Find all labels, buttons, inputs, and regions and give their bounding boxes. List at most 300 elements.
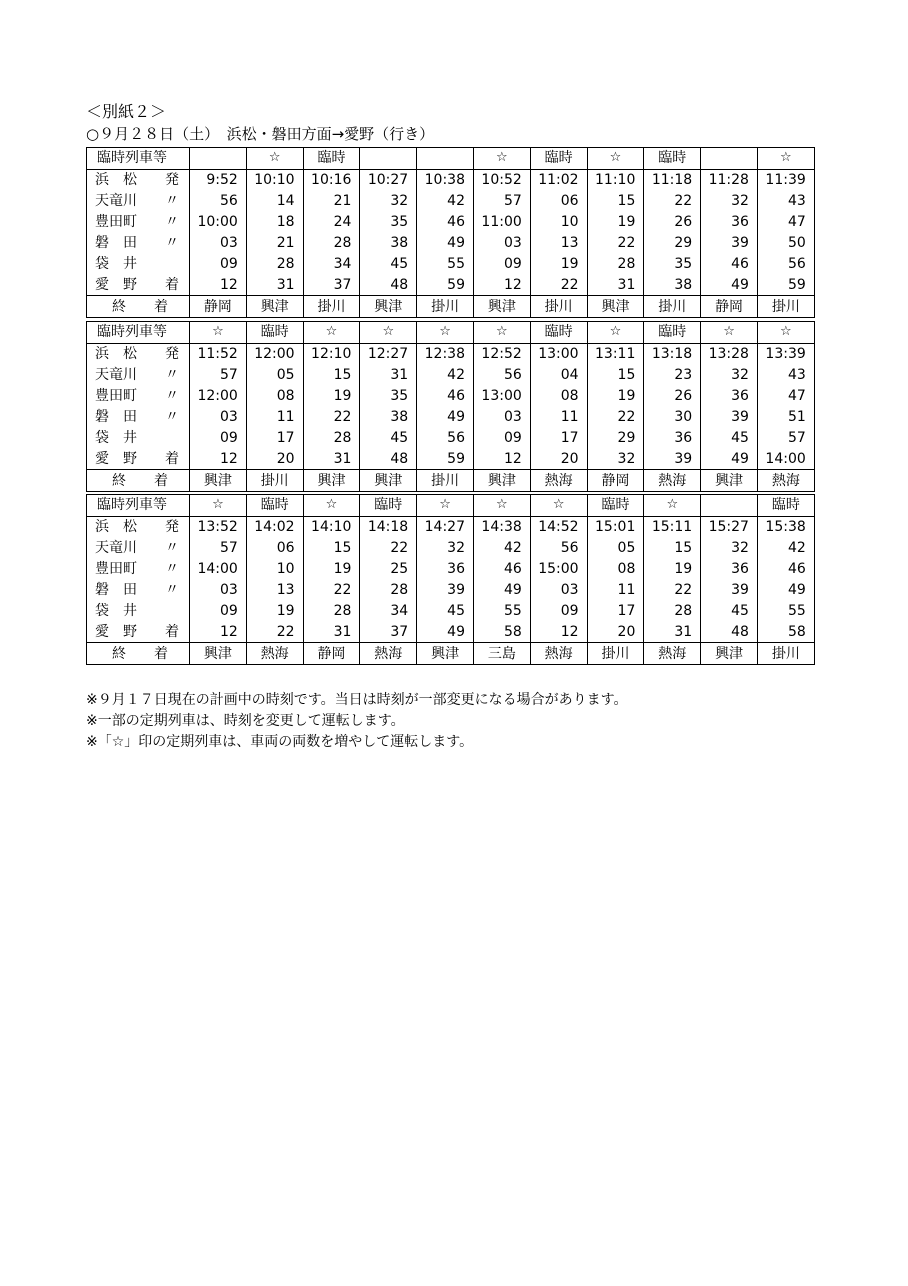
time-cell: 36	[644, 427, 701, 448]
time-cell: 36	[417, 559, 474, 580]
time-cell: 08	[587, 559, 644, 580]
train-type-cell: ☆	[644, 495, 701, 517]
station-name: 浜 松	[95, 346, 137, 363]
time-cell: 22	[303, 580, 360, 601]
destination-cell: 掛川	[644, 296, 701, 318]
time-cell: 11	[587, 580, 644, 601]
time-cell: 15	[303, 365, 360, 386]
station-suffix: 〃	[165, 540, 179, 557]
time-cell: 12	[190, 274, 247, 295]
station-label	[87, 427, 190, 448]
time-cell: 14:38	[473, 516, 530, 537]
time-cell: 57	[473, 191, 530, 212]
station-label	[87, 538, 190, 559]
time-cell: 14	[246, 191, 303, 212]
time-cell: 49	[417, 233, 474, 254]
time-cell: 22	[644, 580, 701, 601]
time-cell: 13:39	[757, 343, 814, 364]
train-type-row	[87, 322, 815, 344]
train-type-cell	[701, 148, 758, 170]
time-cell: 19	[303, 559, 360, 580]
time-cell: 17	[587, 600, 644, 621]
timetable-block	[86, 321, 815, 492]
page-header-subtitle: ○９月２８日（土） 浜松・磐田方面→愛野（行き）	[86, 125, 435, 143]
destination-cell: 熱海	[246, 643, 303, 665]
destination-cell: 掛川	[417, 296, 474, 318]
time-cell: 45	[701, 600, 758, 621]
time-cell: 14:00	[190, 559, 247, 580]
time-cell: 14:27	[417, 516, 474, 537]
station-label	[87, 407, 190, 428]
station-row	[87, 559, 815, 580]
time-cell: 22	[587, 233, 644, 254]
station-row	[87, 407, 815, 428]
station-label	[87, 233, 190, 254]
time-cell: 05	[246, 365, 303, 386]
station-name: 磐 田	[95, 582, 137, 598]
station-label	[87, 580, 190, 601]
train-type-cell: ☆	[360, 322, 417, 344]
destination-cell: 熱海	[644, 470, 701, 492]
time-cell: 56	[757, 253, 814, 274]
train-type-cell: ☆	[303, 495, 360, 517]
station-name: 天竜川	[95, 367, 137, 384]
time-cell: 56	[473, 365, 530, 386]
station-row	[87, 233, 815, 254]
station-label	[87, 365, 190, 386]
time-cell: 10:27	[360, 169, 417, 190]
time-cell: 29	[587, 427, 644, 448]
time-cell: 36	[701, 386, 758, 407]
time-cell: 28	[644, 600, 701, 621]
time-cell: 11:10	[587, 169, 644, 190]
time-cell: 46	[701, 253, 758, 274]
time-cell: 45	[417, 600, 474, 621]
station-suffix: 〃	[165, 235, 179, 251]
destination-label: 終 着	[87, 470, 190, 492]
station-label	[87, 274, 190, 295]
time-cell: 11:02	[530, 169, 587, 190]
station-row	[87, 169, 815, 190]
station-row	[87, 448, 815, 469]
time-cell: 56	[530, 538, 587, 559]
time-cell: 22	[530, 274, 587, 295]
time-cell: 15	[303, 538, 360, 559]
station-label	[87, 516, 190, 537]
destination-label: 終 着	[87, 643, 190, 665]
time-cell: 26	[644, 386, 701, 407]
time-cell: 28	[587, 253, 644, 274]
time-cell: 15:27	[701, 516, 758, 537]
time-cell: 10:38	[417, 169, 474, 190]
station-row	[87, 538, 815, 559]
time-cell: 31	[587, 274, 644, 295]
time-cell: 31	[246, 274, 303, 295]
time-cell: 31	[303, 448, 360, 469]
time-cell: 15:00	[530, 559, 587, 580]
time-cell: 03	[530, 580, 587, 601]
station-name: 豊田町	[95, 388, 137, 405]
time-cell: 32	[701, 365, 758, 386]
train-type-label: 臨時列車等	[87, 148, 190, 170]
time-cell: 08	[530, 386, 587, 407]
time-cell: 19	[644, 559, 701, 580]
time-cell: 13:18	[644, 343, 701, 364]
time-cell: 49	[473, 580, 530, 601]
time-cell: 35	[644, 253, 701, 274]
station-label	[87, 212, 190, 233]
train-type-cell: 臨時	[757, 495, 814, 517]
station-suffix: 発	[165, 519, 179, 536]
time-cell: 39	[701, 407, 758, 428]
train-type-cell: ☆	[701, 322, 758, 344]
time-cell: 28	[246, 253, 303, 274]
time-cell: 30	[644, 407, 701, 428]
station-label	[87, 253, 190, 274]
time-cell: 19	[587, 212, 644, 233]
time-cell: 04	[530, 365, 587, 386]
time-cell: 20	[587, 621, 644, 642]
station-row	[87, 365, 815, 386]
train-type-cell	[190, 148, 247, 170]
destination-cell: 興津	[190, 643, 247, 665]
time-cell: 26	[644, 212, 701, 233]
train-type-cell: ☆	[473, 495, 530, 517]
time-cell: 12	[190, 621, 247, 642]
train-type-cell: ☆	[587, 148, 644, 170]
train-type-cell: ☆	[246, 148, 303, 170]
note-3: ※「☆」印の定期列車は、車両の両数を増やして運転します。	[86, 734, 474, 750]
time-cell: 11	[246, 407, 303, 428]
time-cell: 34	[360, 600, 417, 621]
time-cell: 06	[530, 191, 587, 212]
station-label	[87, 559, 190, 580]
time-cell: 32	[587, 448, 644, 469]
time-cell: 12	[473, 274, 530, 295]
time-cell: 18	[246, 212, 303, 233]
train-type-cell: ☆	[473, 322, 530, 344]
time-cell: 59	[417, 448, 474, 469]
time-cell: 12	[530, 621, 587, 642]
time-cell: 09	[190, 253, 247, 274]
time-cell: 09	[473, 253, 530, 274]
time-cell: 03	[190, 580, 247, 601]
notes-section	[86, 690, 628, 753]
time-cell: 36	[701, 212, 758, 233]
time-cell: 10	[530, 212, 587, 233]
station-suffix: 〃	[165, 409, 179, 425]
time-cell: 42	[417, 365, 474, 386]
station-name: 袋 井	[95, 255, 137, 272]
time-cell: 31	[360, 365, 417, 386]
train-type-cell	[701, 495, 758, 517]
time-cell: 9:52	[190, 169, 247, 190]
station-name: 浜 松	[95, 172, 137, 189]
time-cell: 06	[246, 538, 303, 559]
page-header-title: ＜別紙２＞	[86, 102, 167, 121]
station-suffix: 〃	[165, 561, 179, 578]
station-name: 天竜川	[95, 193, 137, 210]
station-row	[87, 274, 815, 295]
train-type-cell: ☆	[190, 495, 247, 517]
time-cell: 37	[360, 621, 417, 642]
time-cell: 11:18	[644, 169, 701, 190]
train-type-cell: ☆	[587, 322, 644, 344]
timetable-block	[86, 494, 815, 665]
time-cell: 48	[701, 621, 758, 642]
time-cell: 43	[757, 365, 814, 386]
destination-cell: 興津	[701, 470, 758, 492]
time-cell: 28	[303, 233, 360, 254]
destination-cell: 掛川	[757, 643, 814, 665]
time-cell: 55	[417, 253, 474, 274]
station-row	[87, 212, 815, 233]
time-cell: 09	[190, 427, 247, 448]
time-cell: 38	[360, 407, 417, 428]
destination-row	[87, 643, 815, 665]
time-cell: 14:18	[360, 516, 417, 537]
time-cell: 15	[644, 538, 701, 559]
time-cell: 22	[644, 191, 701, 212]
train-type-cell: ☆	[417, 495, 474, 517]
station-row	[87, 580, 815, 601]
time-cell: 35	[360, 386, 417, 407]
time-cell: 37	[303, 274, 360, 295]
time-cell: 35	[360, 212, 417, 233]
station-name: 浜 松	[95, 519, 137, 536]
station-row	[87, 253, 815, 274]
destination-cell: 興津	[473, 470, 530, 492]
time-cell: 31	[644, 621, 701, 642]
time-cell: 10	[246, 559, 303, 580]
station-suffix: 〃	[165, 367, 179, 384]
train-type-cell: 臨時	[530, 148, 587, 170]
time-cell: 19	[530, 253, 587, 274]
time-cell: 48	[360, 448, 417, 469]
station-row	[87, 191, 815, 212]
time-cell: 56	[190, 191, 247, 212]
time-cell: 13	[530, 233, 587, 254]
station-name: 愛 野	[95, 623, 137, 640]
station-name: 天竜川	[95, 540, 137, 557]
time-cell: 15:11	[644, 516, 701, 537]
station-name: 磐 田	[95, 235, 137, 251]
time-cell: 22	[587, 407, 644, 428]
station-suffix: 〃	[165, 582, 179, 598]
time-cell: 23	[644, 365, 701, 386]
destination-label: 終 着	[87, 296, 190, 318]
time-cell: 29	[644, 233, 701, 254]
train-type-row	[87, 495, 815, 517]
train-type-cell: 臨時	[246, 495, 303, 517]
station-row	[87, 386, 815, 407]
train-type-cell: ☆	[757, 322, 814, 344]
destination-cell: 静岡	[303, 643, 360, 665]
destination-cell: 静岡	[190, 296, 247, 318]
time-cell: 03	[190, 233, 247, 254]
time-cell: 09	[530, 600, 587, 621]
time-cell: 36	[701, 559, 758, 580]
time-cell: 59	[757, 274, 814, 295]
time-cell: 51	[757, 407, 814, 428]
time-cell: 10:10	[246, 169, 303, 190]
time-cell: 10:52	[473, 169, 530, 190]
time-cell: 32	[417, 538, 474, 559]
destination-cell: 興津	[587, 296, 644, 318]
destination-cell: 興津	[473, 296, 530, 318]
destination-cell: 掛川	[303, 296, 360, 318]
time-cell: 12:52	[473, 343, 530, 364]
train-type-cell: 臨時	[530, 322, 587, 344]
destination-cell: 掛川	[246, 470, 303, 492]
time-cell: 28	[303, 427, 360, 448]
station-label	[87, 600, 190, 621]
station-suffix: 着	[165, 623, 179, 640]
destination-cell: 熱海	[757, 470, 814, 492]
station-suffix: 〃	[165, 193, 179, 210]
time-cell: 42	[473, 538, 530, 559]
time-cell: 12:38	[417, 343, 474, 364]
station-suffix: 〃	[165, 388, 179, 405]
time-cell: 39	[417, 580, 474, 601]
destination-cell: 掛川	[757, 296, 814, 318]
note-1: ※９月１７日現在の計画中の時刻です。当日は時刻が一部変更になる場合があります。	[86, 692, 628, 708]
destination-cell: 興津	[303, 470, 360, 492]
train-type-cell: ☆	[757, 148, 814, 170]
station-label	[87, 343, 190, 364]
time-cell: 58	[473, 621, 530, 642]
timetable-block	[86, 147, 815, 318]
time-cell: 43	[757, 191, 814, 212]
time-cell: 57	[190, 538, 247, 559]
time-cell: 49	[701, 448, 758, 469]
time-cell: 38	[360, 233, 417, 254]
destination-cell: 熱海	[360, 643, 417, 665]
station-name: 愛 野	[95, 276, 137, 293]
time-cell: 19	[303, 386, 360, 407]
time-cell: 22	[360, 538, 417, 559]
time-cell: 22	[246, 621, 303, 642]
time-cell: 49	[417, 621, 474, 642]
time-cell: 12:10	[303, 343, 360, 364]
train-type-row	[87, 148, 815, 170]
time-cell: 57	[757, 427, 814, 448]
station-suffix: 着	[165, 276, 179, 293]
time-cell: 45	[701, 427, 758, 448]
station-name: 豊田町	[95, 214, 137, 231]
train-type-cell: 臨時	[360, 495, 417, 517]
train-type-cell	[360, 148, 417, 170]
time-cell: 10:16	[303, 169, 360, 190]
station-label	[87, 448, 190, 469]
time-cell: 13:28	[701, 343, 758, 364]
destination-cell: 興津	[190, 470, 247, 492]
time-cell: 12:27	[360, 343, 417, 364]
station-suffix: 発	[165, 346, 179, 363]
time-cell: 39	[644, 448, 701, 469]
time-cell: 55	[473, 600, 530, 621]
time-cell: 09	[190, 600, 247, 621]
station-name: 袋 井	[95, 602, 137, 619]
time-cell: 15	[587, 191, 644, 212]
destination-cell: 熱海	[644, 643, 701, 665]
time-cell: 03	[473, 233, 530, 254]
time-cell: 13:11	[587, 343, 644, 364]
train-type-cell: 臨時	[644, 148, 701, 170]
station-name: 袋 井	[95, 429, 137, 446]
time-cell: 14:00	[757, 448, 814, 469]
station-row	[87, 621, 815, 642]
time-cell: 32	[360, 191, 417, 212]
time-cell: 47	[757, 386, 814, 407]
destination-cell: 興津	[246, 296, 303, 318]
station-row	[87, 427, 815, 448]
time-cell: 17	[530, 427, 587, 448]
time-cell: 38	[644, 274, 701, 295]
station-suffix: 発	[165, 172, 179, 189]
time-cell: 21	[246, 233, 303, 254]
destination-cell: 静岡	[701, 296, 758, 318]
train-type-cell	[417, 148, 474, 170]
station-row	[87, 516, 815, 537]
time-cell: 12	[190, 448, 247, 469]
time-cell: 20	[246, 448, 303, 469]
train-type-cell: ☆	[417, 322, 474, 344]
train-type-cell: 臨時	[246, 322, 303, 344]
time-cell: 19	[246, 600, 303, 621]
time-cell: 50	[757, 233, 814, 254]
note-2: ※一部の定期列車は、時刻を変更して運転します。	[86, 713, 405, 729]
train-type-cell: ☆	[530, 495, 587, 517]
time-cell: 11	[530, 407, 587, 428]
time-cell: 32	[701, 538, 758, 559]
time-cell: 12:00	[190, 386, 247, 407]
time-cell: 47	[757, 212, 814, 233]
time-cell: 55	[757, 600, 814, 621]
train-type-label: 臨時列車等	[87, 322, 190, 344]
time-cell: 48	[360, 274, 417, 295]
time-cell: 42	[757, 538, 814, 559]
time-cell: 58	[757, 621, 814, 642]
time-cell: 32	[701, 191, 758, 212]
destination-cell: 掛川	[530, 296, 587, 318]
train-type-cell: ☆	[303, 322, 360, 344]
time-cell: 39	[701, 233, 758, 254]
time-cell: 59	[417, 274, 474, 295]
time-cell: 46	[473, 559, 530, 580]
time-cell: 12:00	[246, 343, 303, 364]
time-cell: 24	[303, 212, 360, 233]
destination-row	[87, 296, 815, 318]
time-cell: 10:00	[190, 212, 247, 233]
time-cell: 09	[473, 427, 530, 448]
train-type-cell: 臨時	[587, 495, 644, 517]
time-cell: 14:02	[246, 516, 303, 537]
time-cell: 03	[473, 407, 530, 428]
station-name: 豊田町	[95, 561, 137, 578]
time-cell: 21	[303, 191, 360, 212]
time-cell: 13:52	[190, 516, 247, 537]
destination-cell: 興津	[417, 643, 474, 665]
station-label	[87, 169, 190, 190]
time-cell: 20	[530, 448, 587, 469]
destination-cell: 興津	[360, 296, 417, 318]
destination-cell: 掛川	[417, 470, 474, 492]
train-type-label: 臨時列車等	[87, 495, 190, 517]
time-cell: 03	[190, 407, 247, 428]
station-row	[87, 600, 815, 621]
destination-row	[87, 470, 815, 492]
